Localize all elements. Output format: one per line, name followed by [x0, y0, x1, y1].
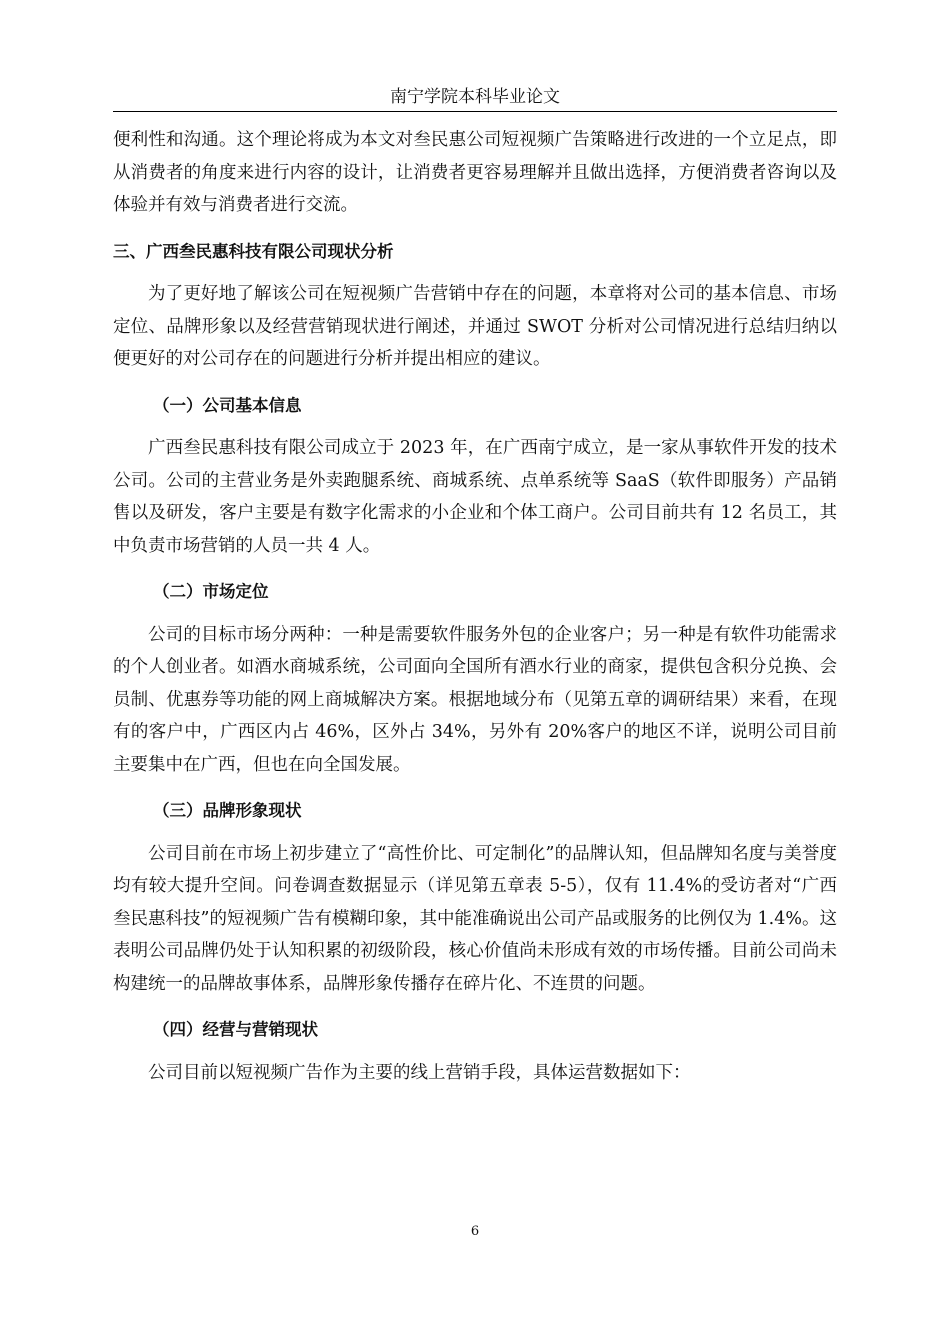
page-body — [113, 124, 837, 1089]
subheading-brand-image: （三）品牌形象现状 — [153, 801, 302, 820]
paragraph-market-positioning: 公司的目标市场分两种：一种是需要软件服务外包的企业客户；另一种是有软件功能需求的个人创业者。如酒水商城系统，公司面向全国所有酒水行业的商家，提供包含积分兑换、会员制、优惠券等功能的网上商城解决方案。根据地域分布（见第五章的调研结果）来看，在现有的客户中，广西区内占 46%，区外占 34%，另外有 20%客户的地区不详，说明公司目前主要集中在广西，但也在向全国发展。 — [113, 624, 837, 775]
paragraph-operations-marketing: 公司目前以短视频广告作为主要的线上营销手段，具体运营数据如下： — [148, 1062, 691, 1083]
paragraph-continuation: 便利性和沟通。这个理论将成为本文对叁民惠公司短视频广告策略进行改进的一个立足点，即从消费者的角度来进行内容的设计，让消费者更容易理解并且做出选择，方便消费者咨询以及体验并有效与消费者进行交流。 — [113, 130, 837, 215]
subheading-basic-info: （一）公司基本信息 — [153, 395, 302, 415]
page-number: 6 — [470, 1224, 480, 1239]
section-heading-3: 三、广西叁民惠科技有限公司现状分析 — [113, 241, 394, 261]
header-divider — [113, 111, 837, 112]
subheading-market-positioning: （二）市场定位 — [153, 582, 269, 601]
paragraph-brand-image: 公司目前在市场上初步建立了“高性价比、可定制化”的品牌认知，但品牌知名度与美誉度均有较大提升空间。问卷调查数据显示（详见第五章表 5-5），仅有 11.4%的受访者对“广西叁民惠科技”的短视频广告有模糊印象，其中能准确说出公司产品或服务的比例仅为 1.4%。这表明公司品牌仍处于认知积累的初级阶段，核心价值尚未形成有效的市场传播。目前公司尚未构建统一的品牌故事体系，品牌形象传播存在碎片化、不连贯的问题。 — [113, 843, 837, 994]
paragraph-intro: 为了更好地了解该公司在短视频广告营销中存在的问题，本章将对公司的基本信息、市场定位、品牌形象以及经营营销现状进行阐述，并通过 SWOT 分析对公司情况进行总结归纳以便更好的对公司存在的问题进行分析并提出相应的建议。 — [113, 284, 837, 369]
paragraph-basic-info: 广西叁民惠科技有限公司成立于 2023 年，在广西南宁成立，是一家从事软件开发的技术公司。公司的主营业务是外卖跑腿系统、商城系统、点单系统等 SaaS（软件即服务）产品销售以及研发，客户主要是有数字化需求的小企业和个体工商户。公司目前共有 12 名员工，其中负责市场营销的人员一共 4 人。 — [113, 438, 837, 556]
subheading-operations-marketing: （四）经营与营销现状 — [153, 1020, 318, 1039]
page-header-title: 南宁学院本科毕业论文 — [390, 87, 560, 107]
